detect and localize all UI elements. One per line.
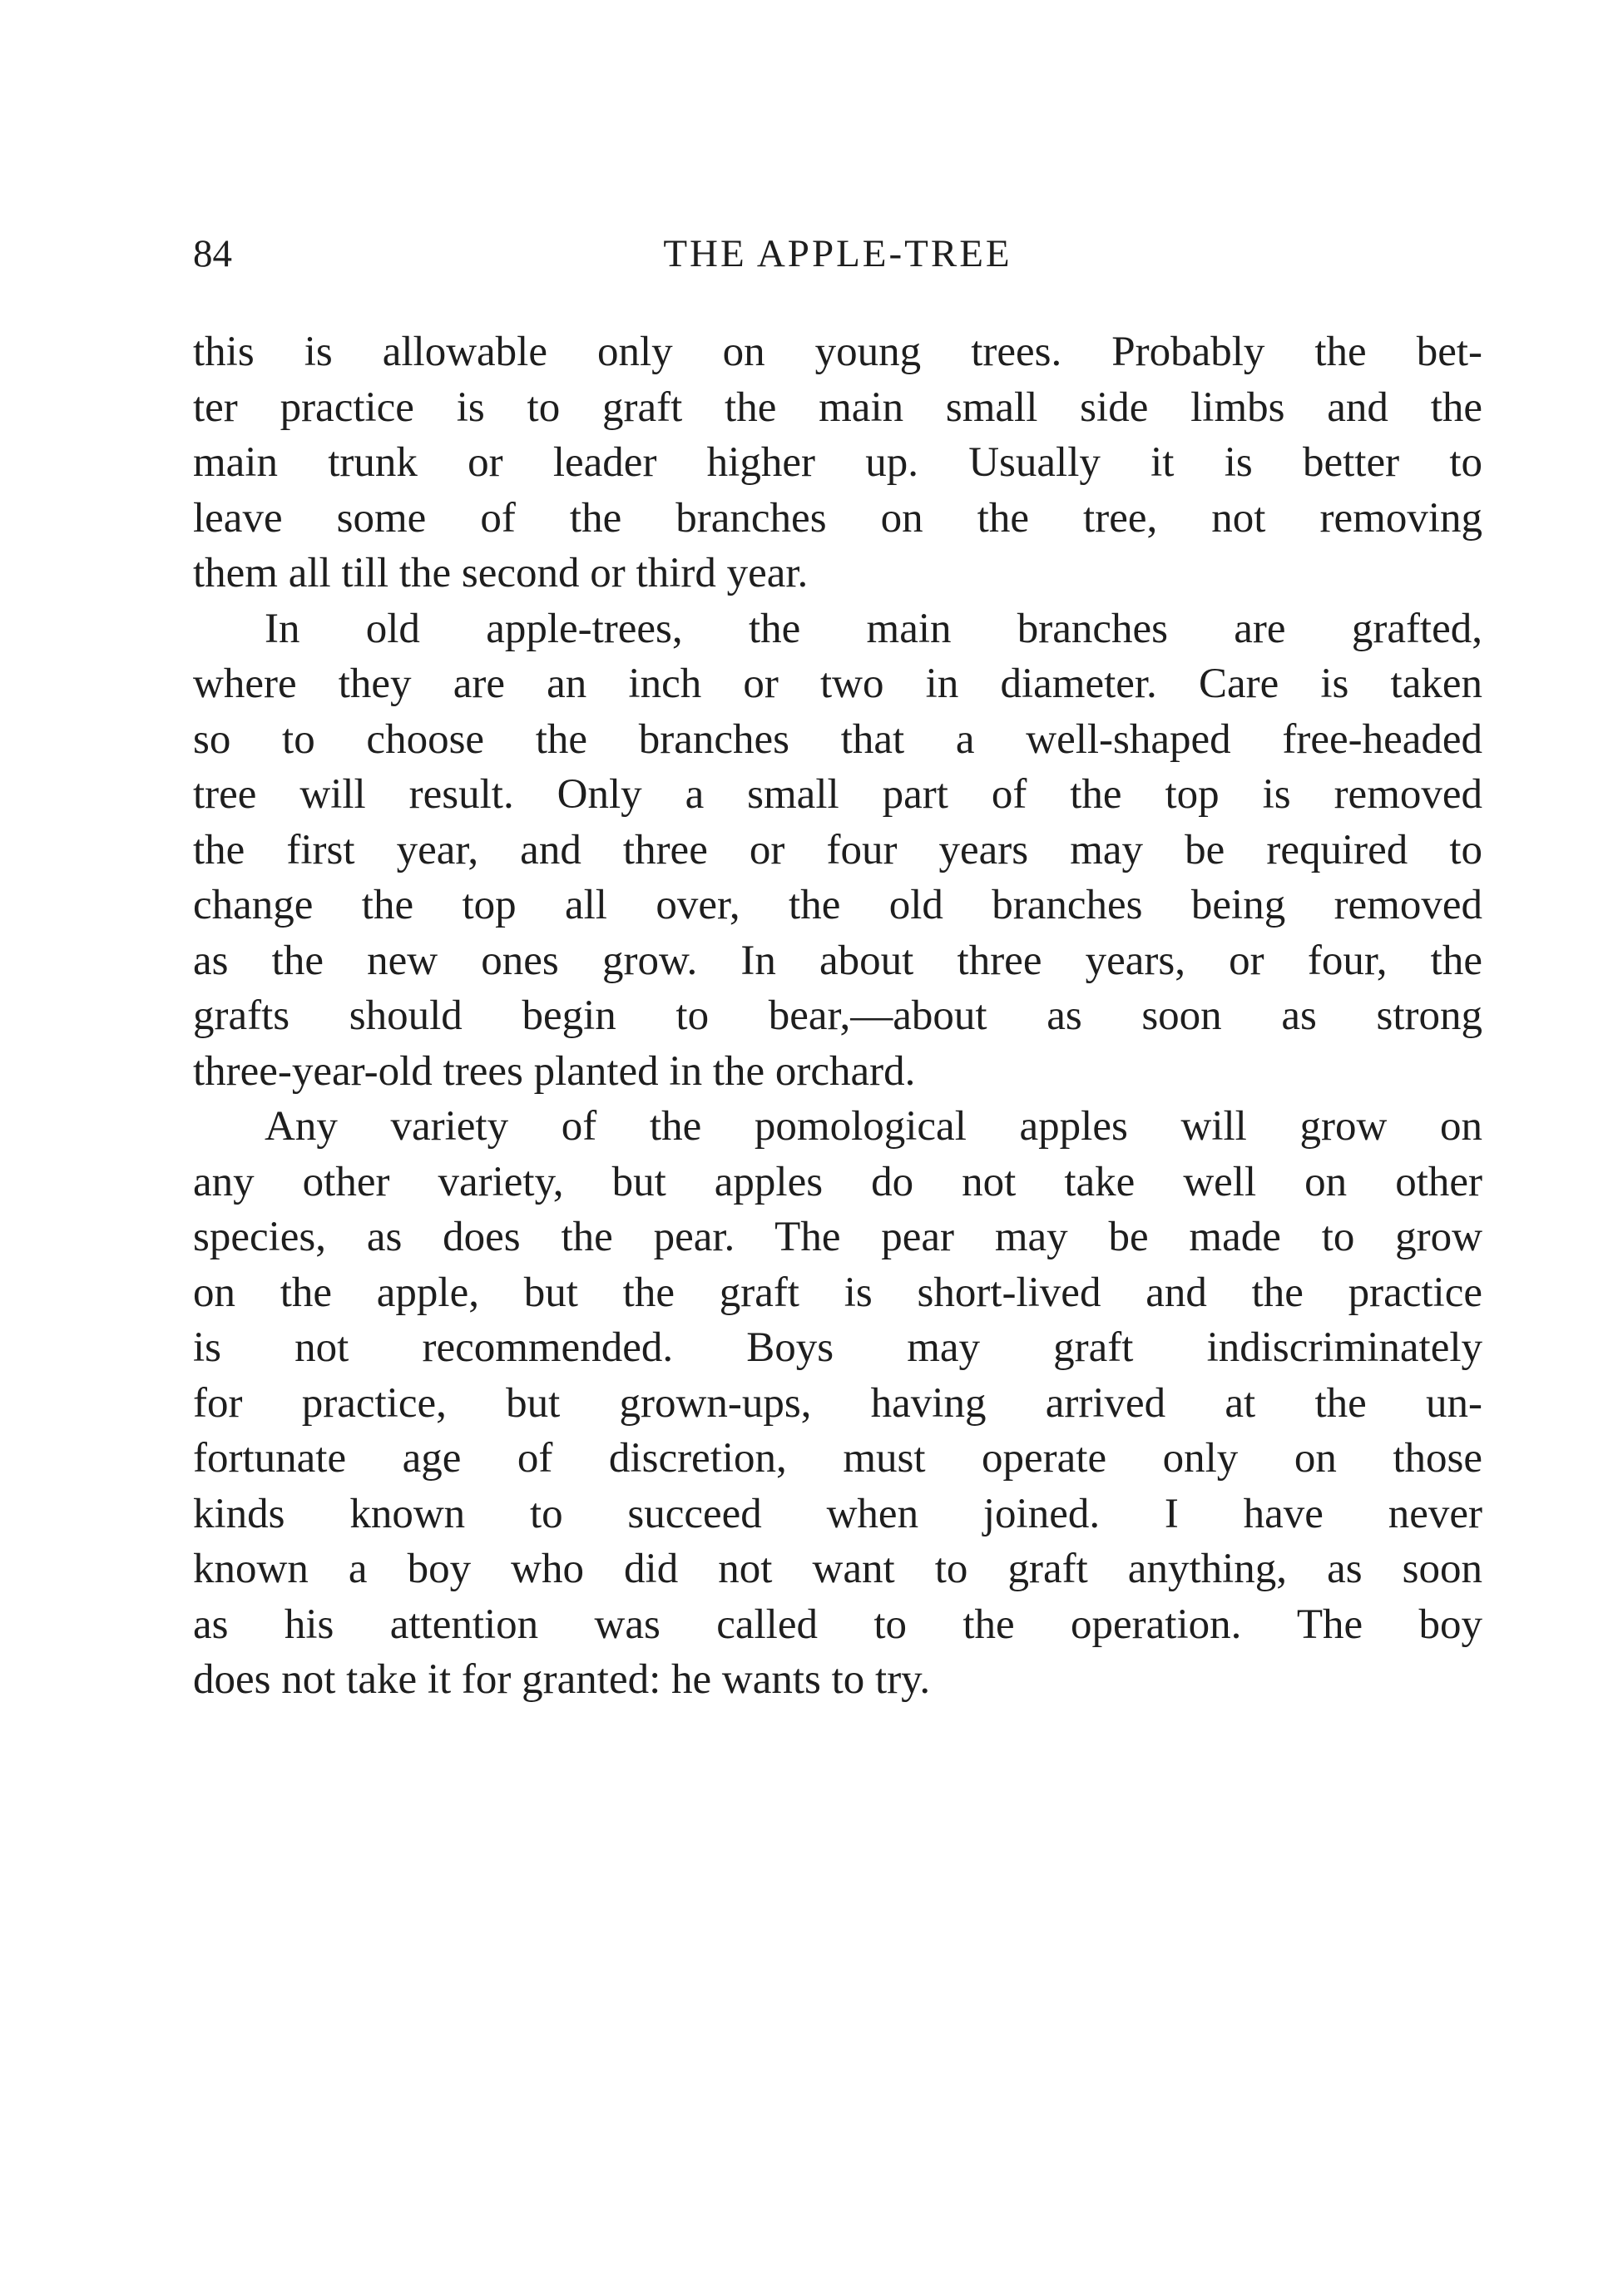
text-line: kinds known to succeed when joined. I have never xyxy=(193,1490,1482,1537)
text-line: for practice, but grown-ups, having arrived at the un- xyxy=(193,1379,1482,1427)
text-line: does not take it for granted: he wants to try. xyxy=(193,1656,931,1703)
text-line: as the new ones grow. In about three years, or four, the xyxy=(193,937,1482,984)
text-line: as his attention was called to the operation. The boy xyxy=(193,1601,1482,1648)
text-line: them all till the second or third year. xyxy=(193,550,809,596)
text-line: leave some of the branches on the tree, not removing xyxy=(193,494,1482,542)
paragraph xyxy=(193,324,1482,601)
text-line: three-year-old trees planted in the orchard. xyxy=(193,1047,916,1095)
paragraph xyxy=(193,1099,1482,1708)
text-line: known a boy who did not want to graft anything, as soon xyxy=(193,1546,1482,1592)
text-line: is not recommended. Boys may graft indiscriminately xyxy=(193,1324,1482,1371)
text-line: any other variety, but apples do not take well on other xyxy=(193,1158,1482,1205)
text-line: ter practice is to graft the main small side limbs and the xyxy=(193,383,1482,431)
text-line: change the top all over, the old branches being removed xyxy=(193,882,1482,928)
text-line: main trunk or leader higher up. Usually it is better to xyxy=(193,439,1482,486)
page-number: 84 xyxy=(193,232,232,275)
text-line: Any variety of the pomological apples will grow on xyxy=(265,1103,1482,1150)
text-line: this is allowable only on young trees. Probably the bet- xyxy=(193,329,1482,375)
text-line: grafts should begin to bear,—about as soon as strong xyxy=(193,992,1482,1039)
text-line: tree will result. Only a small part of the top is removed xyxy=(193,771,1482,818)
text-line: so to choose the branches that a well-shaped free-headed xyxy=(193,715,1482,763)
body-text xyxy=(193,324,1482,1708)
text-line: species, as does the pear. The pear may be made to grow xyxy=(193,1214,1482,1260)
text-line: where they are an inch or two in diameter. Care is taken xyxy=(193,661,1482,707)
text-line: fortunate age of discretion, must operate only on those xyxy=(193,1435,1482,1482)
text-line: the first year, and three or four years may be required to xyxy=(193,826,1482,873)
running-title: THE APPLE-TREE xyxy=(663,232,1012,275)
text-line: In old apple-trees, the main branches are grafted, xyxy=(265,605,1482,652)
page-header xyxy=(193,231,1482,289)
text-line: on the apple, but the graft is short-lived and the practice xyxy=(193,1269,1482,1316)
paragraph xyxy=(193,601,1482,1100)
